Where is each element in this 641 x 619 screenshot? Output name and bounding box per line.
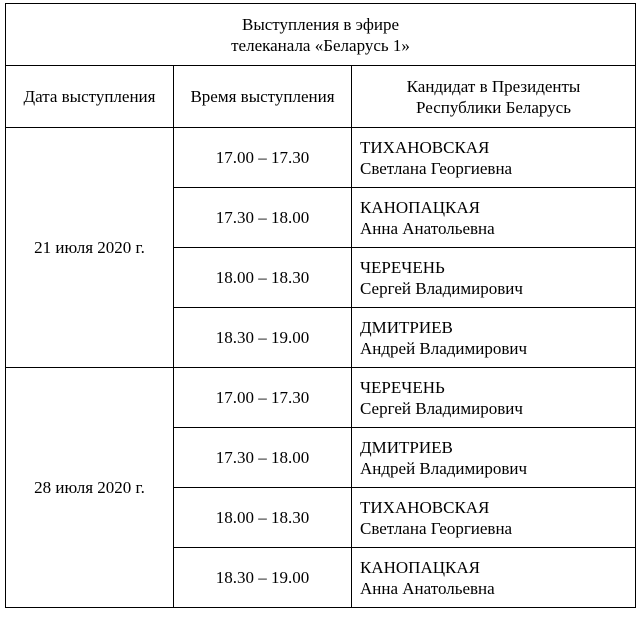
candidate-cell bbox=[352, 488, 636, 548]
candidate-name: Светлана Георгиевна bbox=[360, 158, 513, 178]
candidate-surname: ТИХАНОВСКАЯ bbox=[360, 497, 490, 517]
header-candidate bbox=[352, 66, 636, 128]
candidate-surname: КАНОПАЦКАЯ bbox=[360, 557, 480, 577]
title-line-2: телеканала «Беларусь 1» bbox=[231, 35, 410, 55]
candidate-cell bbox=[352, 128, 636, 188]
time-cell: 17.00 – 17.30 bbox=[174, 368, 352, 428]
candidate-cell bbox=[352, 548, 636, 608]
title-line-1: Выступления в эфире bbox=[241, 14, 400, 34]
header-time: Время выступления bbox=[174, 66, 352, 128]
table-row bbox=[6, 128, 636, 188]
time-cell: 17.30 – 18.00 bbox=[174, 428, 352, 488]
candidate-name: Анна Анатольевна bbox=[360, 218, 495, 238]
date-cell: 21 июля 2020 г. bbox=[6, 128, 174, 368]
candidate-name: Андрей Владимирович bbox=[360, 458, 528, 478]
header-date: Дата выступления bbox=[6, 66, 174, 128]
time-cell: 18.30 – 19.00 bbox=[174, 548, 352, 608]
header-candidate-line-1: Кандидат в Президенты bbox=[406, 76, 581, 96]
candidate-surname: ТИХАНОВСКАЯ bbox=[360, 137, 490, 157]
candidate-name: Светлана Георгиевна bbox=[360, 518, 513, 538]
candidate-cell bbox=[352, 368, 636, 428]
candidate-surname: ДМИТРИЕВ bbox=[360, 317, 453, 337]
time-cell: 18.00 – 18.30 bbox=[174, 248, 352, 308]
candidate-surname: КАНОПАЦКАЯ bbox=[360, 197, 480, 217]
candidate-cell bbox=[352, 308, 636, 368]
time-cell: 17.00 – 17.30 bbox=[174, 128, 352, 188]
candidate-name: Андрей Владимирович bbox=[360, 338, 528, 358]
date-cell: 28 июля 2020 г. bbox=[6, 368, 174, 608]
schedule-table bbox=[5, 3, 636, 608]
candidate-surname: ДМИТРИЕВ bbox=[360, 437, 453, 457]
candidate-surname: ЧЕРЕЧЕНЬ bbox=[360, 377, 445, 397]
table-title bbox=[6, 4, 636, 66]
candidate-cell bbox=[352, 188, 636, 248]
candidate-cell bbox=[352, 428, 636, 488]
table-row bbox=[6, 368, 636, 428]
candidate-name: Анна Анатольевна bbox=[360, 578, 495, 598]
time-cell: 17.30 – 18.00 bbox=[174, 188, 352, 248]
candidate-name: Сергей Владимирович bbox=[360, 278, 523, 298]
time-cell: 18.00 – 18.30 bbox=[174, 488, 352, 548]
header-row bbox=[6, 66, 636, 128]
time-cell: 18.30 – 19.00 bbox=[174, 308, 352, 368]
header-candidate-line-2: Республики Беларусь bbox=[416, 97, 571, 117]
candidate-name: Сергей Владимирович bbox=[360, 398, 523, 418]
title-row bbox=[6, 4, 636, 66]
candidate-surname: ЧЕРЕЧЕНЬ bbox=[360, 257, 445, 277]
candidate-cell bbox=[352, 248, 636, 308]
